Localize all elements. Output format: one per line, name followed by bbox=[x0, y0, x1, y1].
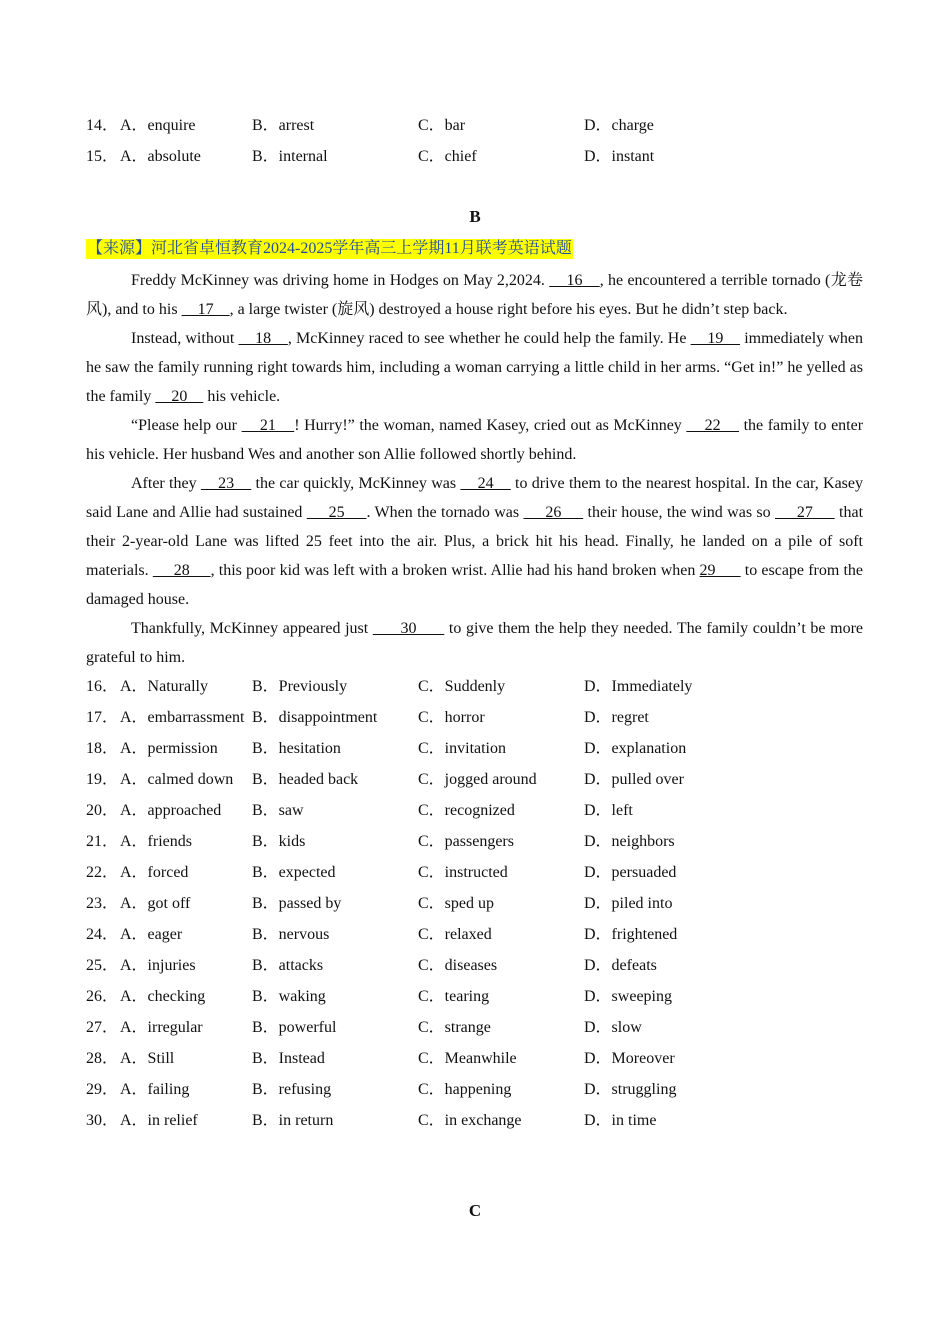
passage-text: immediately when he saw the family running right towards him, including a woman carrying a little child in her arms. “Get in!” he yelled as the family bbox=[86, 330, 864, 405]
top-question-list bbox=[86, 116, 876, 178]
option-a: A．injuries bbox=[120, 957, 196, 974]
passage-text: Instead, without bbox=[131, 330, 239, 347]
passage-text: , this poor kid was left with a broken wrist. Allie had his hand broken when bbox=[210, 562, 700, 579]
passage-paragraph-1 bbox=[86, 266, 863, 324]
passage-text: Freddy McKinney was driving home in Hodges on May 2,2024. bbox=[131, 272, 550, 289]
question-row bbox=[86, 116, 876, 147]
question-row bbox=[86, 147, 876, 178]
passage-paragraph-4 bbox=[86, 469, 863, 614]
question-number: 18． bbox=[86, 740, 119, 757]
question-row bbox=[86, 894, 876, 925]
blank-20: 20 bbox=[155, 388, 204, 405]
blank-18: 18 bbox=[238, 330, 288, 347]
passage-paragraph-5 bbox=[86, 614, 863, 672]
option-c: C．recognized bbox=[418, 802, 515, 819]
question-row bbox=[86, 832, 876, 863]
option-a: A．got off bbox=[120, 895, 191, 912]
passage-text: that their 2-year-old Lane was lifted 25 feet into the air. Plus, a brick hit his head. Finally, he landed on a pile of soft materials. bbox=[86, 504, 864, 579]
question-number: 19． bbox=[86, 771, 119, 788]
option-c: C．Suddenly bbox=[418, 678, 506, 695]
option-c: C．in exchange bbox=[418, 1112, 522, 1129]
option-c: C．diseases bbox=[418, 957, 498, 974]
source-label: 【来源】河北省卓恒教育2024-2025学年高三上学期11月联考英语试题 bbox=[87, 240, 572, 257]
option-d: D．Immediately bbox=[584, 678, 693, 695]
option-c: C．relaxed bbox=[418, 926, 492, 943]
option-d: D．charge bbox=[584, 117, 654, 134]
option-a: A．Still bbox=[120, 1050, 175, 1067]
option-d: D．left bbox=[584, 802, 633, 819]
blank-17: 17 bbox=[181, 301, 230, 318]
question-list bbox=[86, 677, 876, 1142]
question-number: 21． bbox=[86, 833, 119, 850]
passage-text: , a large twister (旋风) destroyed a house right before his eyes. But he didn’t step back. bbox=[229, 301, 788, 318]
option-a: A．in relief bbox=[120, 1112, 198, 1129]
blank-25: 25 bbox=[306, 504, 367, 521]
question-row bbox=[86, 801, 876, 832]
blank-26: 26 bbox=[523, 504, 584, 521]
passage-text: After they bbox=[131, 475, 201, 492]
question-row bbox=[86, 956, 876, 987]
option-c: C．horror bbox=[418, 709, 485, 726]
option-d: D．in time bbox=[584, 1112, 657, 1129]
passage bbox=[86, 266, 863, 672]
option-a: A．checking bbox=[120, 988, 206, 1005]
option-c: C．Meanwhile bbox=[418, 1050, 517, 1067]
option-c: C．tearing bbox=[418, 988, 490, 1005]
question-row bbox=[86, 1111, 876, 1142]
question-number: 14． bbox=[86, 117, 119, 134]
passage-text: Thankfully, McKinney appeared just bbox=[131, 620, 373, 637]
blank-22: 22 bbox=[686, 417, 739, 434]
option-d: D．neighbors bbox=[584, 833, 675, 850]
option-a: A．friends bbox=[120, 833, 192, 850]
option-b: B．attacks bbox=[252, 957, 324, 974]
option-a: A．eager bbox=[120, 926, 183, 943]
passage-text: “Please help our bbox=[131, 417, 242, 434]
passage-text: his vehicle. bbox=[203, 388, 281, 405]
option-c: C．happening bbox=[418, 1081, 512, 1098]
question-number: 15． bbox=[86, 148, 119, 165]
blank-24: 24 bbox=[460, 475, 511, 492]
option-c: C．invitation bbox=[418, 740, 507, 757]
option-d: D．struggling bbox=[584, 1081, 677, 1098]
option-a: A．enquire bbox=[120, 117, 196, 134]
option-b: B．in return bbox=[252, 1112, 334, 1129]
section-c-heading: C bbox=[468, 1201, 482, 1220]
passage-text: the family to enter his vehicle. Her husband Wes and another son Allie followed shortly behind. bbox=[86, 417, 864, 463]
passage-text: to drive them to the nearest hospital. In the car, Kasey said Lane and Allie had sustained bbox=[86, 475, 864, 521]
question-number: 16． bbox=[86, 678, 119, 695]
blank-28: 28 bbox=[152, 562, 211, 579]
question-number: 30． bbox=[86, 1112, 119, 1129]
option-d: D．persuaded bbox=[584, 864, 677, 881]
question-row bbox=[86, 925, 876, 956]
passage-text: . When the tornado was bbox=[366, 504, 524, 521]
option-c: C．bar bbox=[418, 117, 466, 134]
passage-text: the car quickly, McKinney was bbox=[251, 475, 461, 492]
option-a: A．absolute bbox=[120, 148, 201, 165]
passage-paragraph-3 bbox=[86, 411, 863, 469]
question-row bbox=[86, 987, 876, 1018]
option-a: A．Naturally bbox=[120, 678, 208, 695]
option-d: D．explanation bbox=[584, 740, 687, 757]
question-row bbox=[86, 770, 876, 801]
option-a: A．forced bbox=[120, 864, 189, 881]
question-number: 17． bbox=[86, 709, 119, 726]
option-b: B．nervous bbox=[252, 926, 330, 943]
option-d: D．sweeping bbox=[584, 988, 672, 1005]
option-b: B．refusing bbox=[252, 1081, 332, 1098]
option-b: B．arrest bbox=[252, 117, 315, 134]
blank-23: 23 bbox=[200, 475, 252, 492]
question-row bbox=[86, 1049, 876, 1080]
question-row bbox=[86, 1018, 876, 1049]
option-b: B．headed back bbox=[252, 771, 359, 788]
option-c: C．sped up bbox=[418, 895, 495, 912]
question-number: 27． bbox=[86, 1019, 119, 1036]
option-c: C．passengers bbox=[418, 833, 514, 850]
blank-27: 27 bbox=[775, 504, 835, 521]
question-row bbox=[86, 1080, 876, 1111]
option-c: C．instructed bbox=[418, 864, 508, 881]
question-row bbox=[86, 739, 876, 770]
option-b: B．disappointment bbox=[252, 709, 378, 726]
option-d: D．pulled over bbox=[584, 771, 684, 788]
blank-29: 29 bbox=[699, 562, 741, 579]
passage-paragraph-2 bbox=[86, 324, 863, 411]
question-number: 26． bbox=[86, 988, 119, 1005]
question-number: 24． bbox=[86, 926, 119, 943]
option-a: A．calmed down bbox=[120, 771, 234, 788]
option-b: B．kids bbox=[252, 833, 306, 850]
option-b: B．waking bbox=[252, 988, 326, 1005]
option-b: B．expected bbox=[252, 864, 336, 881]
blank-19: 19 bbox=[690, 330, 741, 347]
question-row bbox=[86, 863, 876, 894]
blank-16: 16 bbox=[549, 272, 600, 289]
passage-text: to escape from the damaged house. bbox=[86, 562, 864, 608]
question-row bbox=[86, 708, 876, 739]
option-b: B．saw bbox=[252, 802, 304, 819]
option-c: C．strange bbox=[418, 1019, 491, 1036]
option-a: A．irregular bbox=[120, 1019, 203, 1036]
option-d: D．instant bbox=[584, 148, 655, 165]
option-b: B．hesitation bbox=[252, 740, 341, 757]
option-a: A．embarrassment bbox=[120, 709, 245, 726]
option-d: D．frightened bbox=[584, 926, 678, 943]
option-d: D．regret bbox=[584, 709, 649, 726]
blank-30: 30 bbox=[372, 620, 445, 637]
option-d: D．piled into bbox=[584, 895, 673, 912]
question-number: 23． bbox=[86, 895, 119, 912]
question-number: 25． bbox=[86, 957, 119, 974]
option-b: B．powerful bbox=[252, 1019, 337, 1036]
option-b: B．Previously bbox=[252, 678, 348, 695]
question-number: 22． bbox=[86, 864, 119, 881]
blank-21: 21 bbox=[241, 417, 295, 434]
option-d: D．defeats bbox=[584, 957, 657, 974]
passage-text: to give them the help they needed. The family couldn’t be more grateful to him. bbox=[86, 620, 864, 666]
passage-text: ! Hurry!” the woman, named Kasey, cried out as McKinney bbox=[294, 417, 687, 434]
option-a: A．approached bbox=[120, 802, 222, 819]
question-number: 28． bbox=[86, 1050, 119, 1067]
passage-text: , he encountered a terrible tornado (龙卷风), and to his bbox=[86, 272, 864, 318]
option-d: D．slow bbox=[584, 1019, 642, 1036]
question-number: 29． bbox=[86, 1081, 119, 1098]
question-row bbox=[86, 677, 876, 708]
option-b: B．internal bbox=[252, 148, 328, 165]
option-b: B．Instead bbox=[252, 1050, 325, 1067]
option-c: C．chief bbox=[418, 148, 477, 165]
option-a: A．permission bbox=[120, 740, 218, 757]
passage-text: , McKinney raced to see whether he could help the family. He bbox=[287, 330, 691, 347]
question-number: 20． bbox=[86, 802, 119, 819]
option-b: B．passed by bbox=[252, 895, 342, 912]
option-a: A．failing bbox=[120, 1081, 190, 1098]
passage-text: their house, the wind was so bbox=[583, 504, 776, 521]
option-c: C．jogged around bbox=[418, 771, 537, 788]
option-d: D．Moreover bbox=[584, 1050, 675, 1067]
section-b-heading: B bbox=[469, 207, 481, 226]
